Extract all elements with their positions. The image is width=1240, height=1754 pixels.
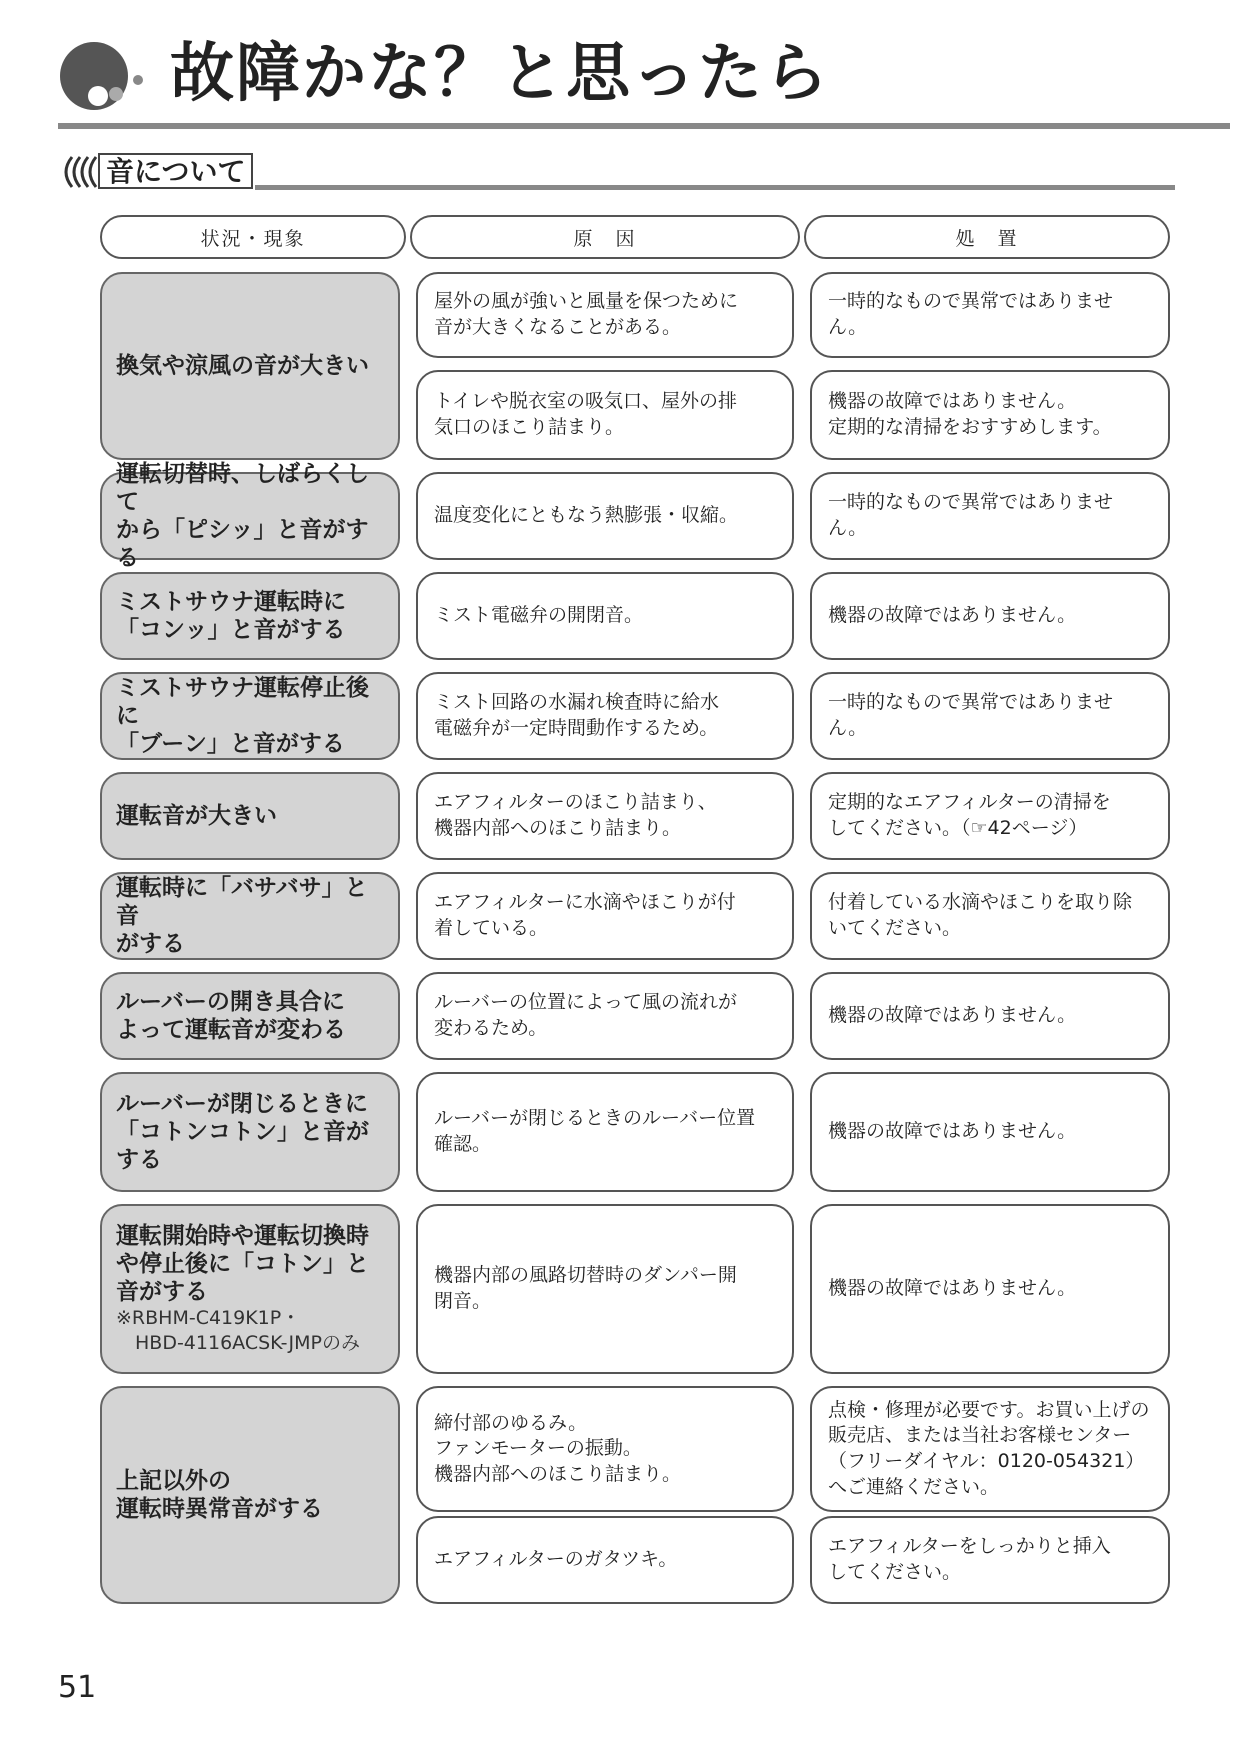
cause-cell bbox=[416, 1516, 794, 1604]
title-circle-icon bbox=[58, 40, 158, 112]
symptom-text: 運転開始時や運転切換時 や停止後に「コトン」と 音がする bbox=[116, 1223, 369, 1306]
symptom-cell bbox=[100, 872, 400, 960]
action-cell bbox=[810, 1072, 1170, 1192]
cause-cell bbox=[416, 672, 794, 760]
action-text: 一時的なもので異常ではありません。 bbox=[828, 491, 1114, 539]
symptom-cell bbox=[100, 272, 400, 460]
action-text: 付着している水滴やほこりを取り除 いてください。 bbox=[828, 891, 1133, 939]
cause-text: ルーバーが閉じるときのルーバー位置 確認。 bbox=[434, 1107, 756, 1155]
cause-text: ミスト電磁弁の開閉音。 bbox=[434, 604, 644, 627]
action-cell bbox=[810, 772, 1170, 860]
action-cell bbox=[810, 1204, 1170, 1374]
symptom-cell bbox=[100, 1204, 400, 1374]
cause-text: ルーバーの位置によって風の流れが 変わるため。 bbox=[434, 991, 738, 1039]
cause-cell bbox=[416, 272, 794, 358]
symptom-text: 換気や涼風の音が大きい bbox=[116, 352, 369, 379]
symptom-cell bbox=[100, 460, 400, 572]
section-heading: 音について bbox=[98, 153, 253, 189]
cause-cell bbox=[416, 872, 794, 960]
action-text: 機器の故障ではありません。 bbox=[828, 1277, 1077, 1300]
action-text: 機器の故障ではありません。 定期的な清掃をおすすめします。 bbox=[828, 390, 1112, 438]
symptom-cell bbox=[100, 772, 400, 860]
cause-cell bbox=[416, 572, 794, 660]
action-cell bbox=[810, 1516, 1170, 1604]
header-symptom: 状況・現象 bbox=[100, 215, 406, 259]
action-text: 機器の故障ではありません。 bbox=[828, 1004, 1077, 1027]
action-text: 機器の故障ではありません。 bbox=[828, 604, 1077, 627]
page-number: 51 bbox=[58, 1670, 97, 1705]
action-cell bbox=[810, 472, 1170, 560]
symptom-text: ミストサウナ運転停止後に 「ブーン」と音がする bbox=[116, 674, 369, 758]
cause-cell bbox=[416, 1386, 794, 1512]
section-divider bbox=[255, 185, 1175, 190]
symptom-text: ミストサウナ運転時に 「コンッ」と音がする bbox=[116, 588, 346, 643]
symptom-cell bbox=[100, 572, 400, 660]
cause-text: 締付部のゆるみ。 ファンモーターの振動。 機器内部へのほこり詰まり。 bbox=[434, 1411, 682, 1485]
cause-text: エアフィルターのガタツキ。 bbox=[434, 1548, 678, 1571]
action-cell bbox=[810, 1386, 1170, 1512]
action-text: 一時的なもので異常ではありません。 bbox=[828, 290, 1114, 338]
header-cause: 原 因 bbox=[410, 215, 800, 259]
action-text: 点検・修理が必要です。お買い上げの 販売店、または当社お客様センター （フリーダイヤル：0120-054321） へご連絡ください。 bbox=[828, 1398, 1150, 1498]
symptom-cell bbox=[100, 972, 400, 1060]
action-cell bbox=[810, 972, 1170, 1060]
symptom-text: 運転切替時、しばらくして から「ピシッ」と音がする bbox=[116, 460, 369, 572]
cause-text: エアフィルターのほこり詰まり、 機器内部へのほこり詰まり。 bbox=[434, 791, 717, 839]
symptom-cell bbox=[100, 672, 400, 760]
symptom-note: ※RBHM-C419K1P・ HBD-4116ACSK-JMPのみ bbox=[116, 1307, 360, 1355]
action-text: エアフィルターをしっかりと挿入 してください。 bbox=[828, 1535, 1111, 1583]
symptom-text: 上記以外の 運転時異常音がする bbox=[116, 1467, 323, 1522]
section-wave-icon bbox=[58, 155, 98, 189]
action-cell bbox=[810, 872, 1170, 960]
symptom-text: 運転時に「バサバサ」と音 がする bbox=[116, 874, 368, 958]
action-text: 一時的なもので異常ではありません。 bbox=[828, 691, 1114, 739]
action-cell bbox=[810, 672, 1170, 760]
action-cell bbox=[810, 272, 1170, 358]
cause-cell bbox=[416, 772, 794, 860]
cause-text: 温度変化にともなう熱膨張・収縮。 bbox=[434, 504, 739, 527]
page-title: 故障かな？と思ったら bbox=[170, 37, 830, 111]
header-action: 処 置 bbox=[804, 215, 1170, 259]
symptom-cell bbox=[100, 1072, 400, 1192]
action-text: 定期的なエアフィルターの清掃を してください。（☞42ページ） bbox=[828, 791, 1111, 839]
symptom-text: ルーバーの開き具合に よって運転音が変わる bbox=[116, 988, 346, 1043]
cause-cell bbox=[416, 1204, 794, 1374]
cause-cell bbox=[416, 1072, 794, 1192]
cause-cell bbox=[416, 370, 794, 460]
symptom-text: ルーバーが閉じるときに 「コトンコトン」と音が する bbox=[116, 1090, 369, 1174]
action-cell bbox=[810, 370, 1170, 460]
action-cell bbox=[810, 572, 1170, 660]
title-divider bbox=[58, 123, 1230, 129]
cause-cell bbox=[416, 472, 794, 560]
symptom-text: 運転音が大きい bbox=[116, 802, 277, 829]
cause-text: ミスト回路の水漏れ検査時に給水 電磁弁が一定時間動作するため。 bbox=[434, 691, 720, 739]
cause-text: 機器内部の風路切替時のダンパー開 閉音。 bbox=[434, 1264, 737, 1312]
cause-text: トイレや脱衣室の吸気口、屋外の排 気口のほこり詰まり。 bbox=[434, 390, 738, 438]
cause-text: 屋外の風が強いと風量を保つために 音が大きくなることがある。 bbox=[434, 290, 739, 338]
cause-text: エアフィルターに水滴やほこりが付 着している。 bbox=[434, 891, 736, 939]
symptom-cell bbox=[100, 1386, 400, 1604]
cause-cell bbox=[416, 972, 794, 1060]
action-text: 機器の故障ではありません。 bbox=[828, 1120, 1077, 1143]
